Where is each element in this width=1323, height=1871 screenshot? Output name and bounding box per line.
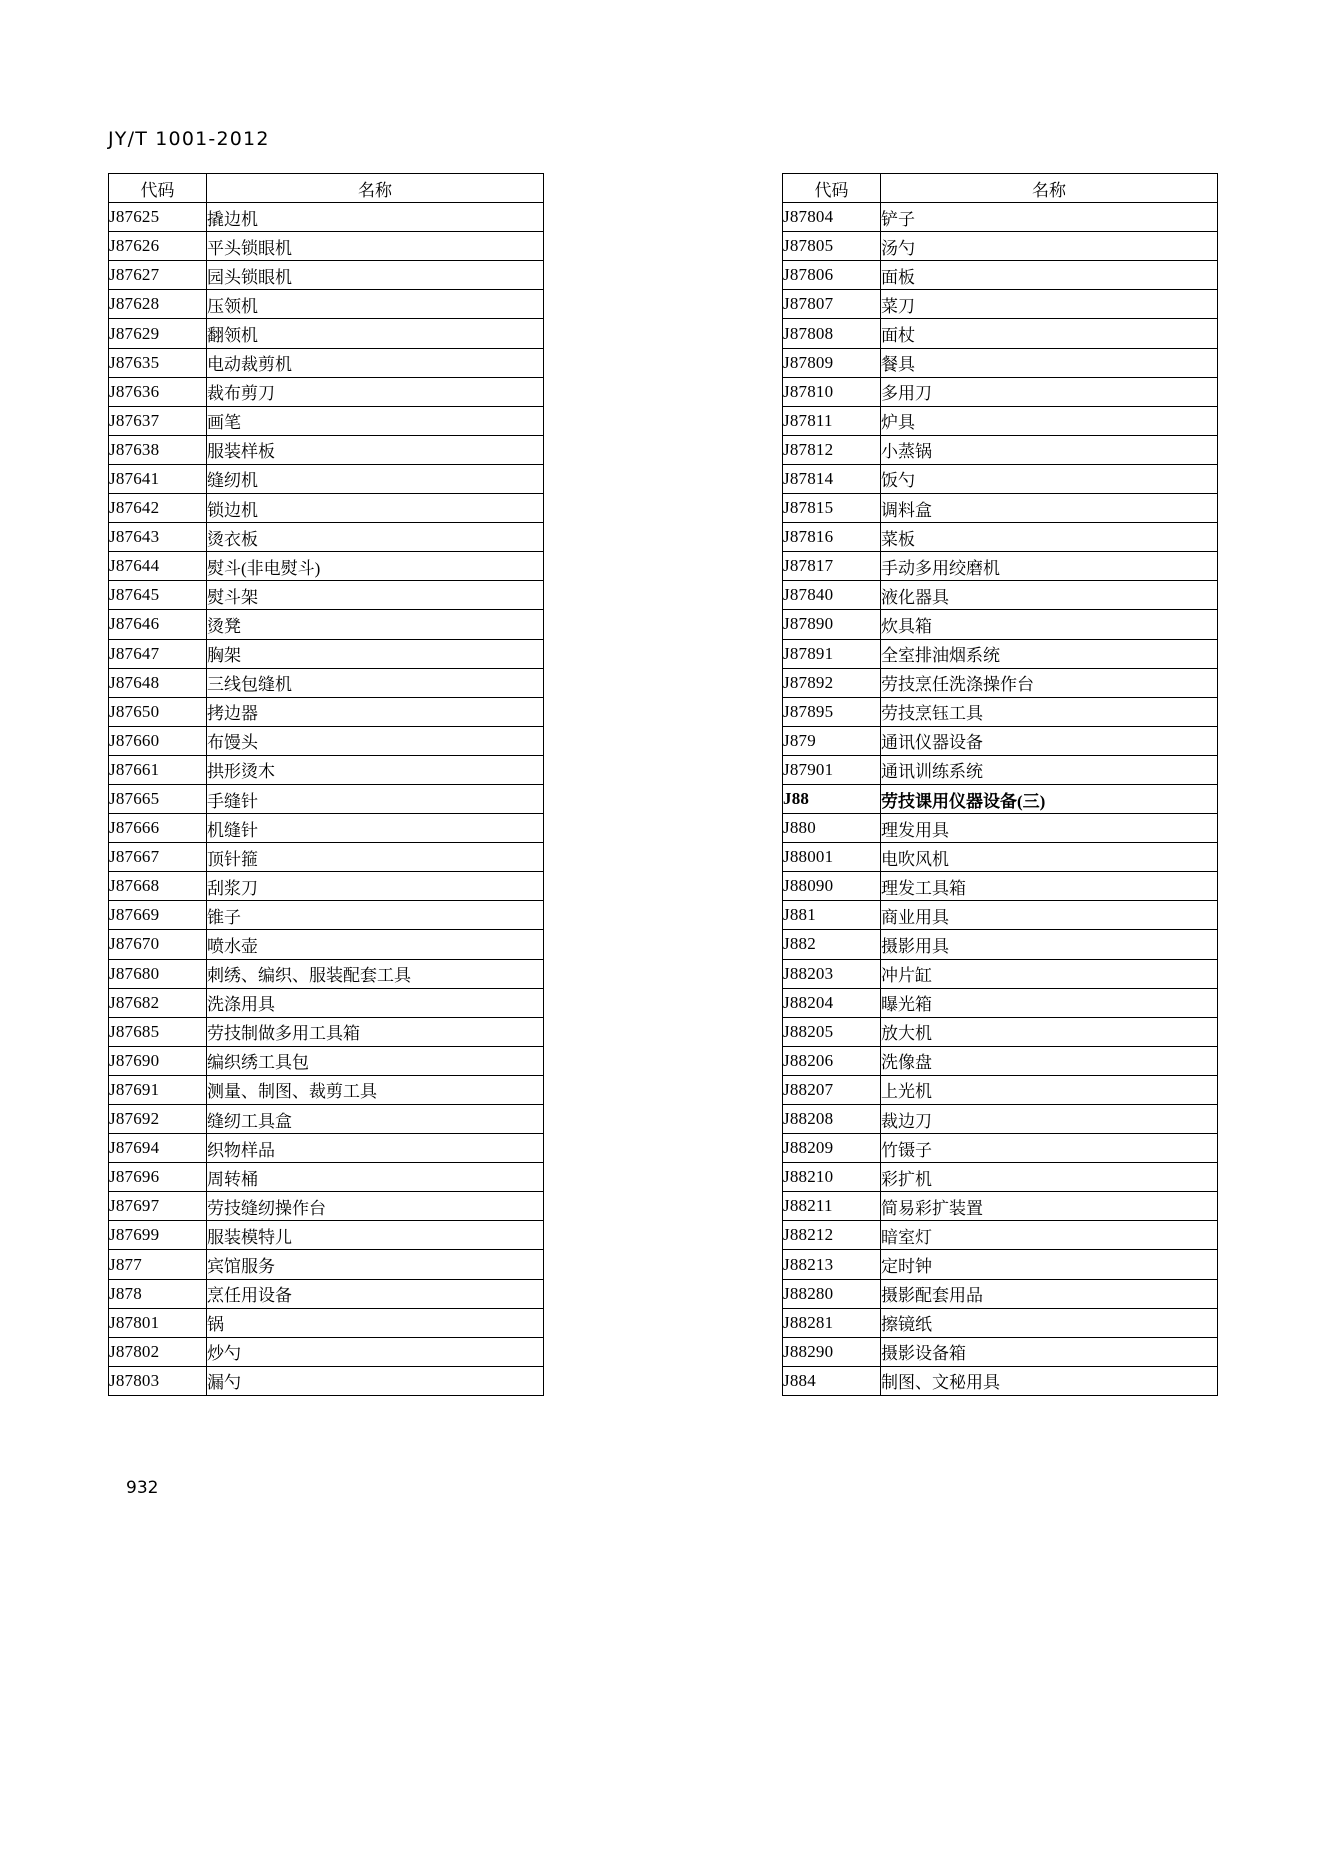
cell-name: 餐具 — [881, 348, 1218, 377]
table-row — [783, 697, 1218, 726]
cell-code: J87667 — [109, 843, 207, 872]
cell-code: J88203 — [783, 959, 881, 988]
cell-name: 喷水壶 — [207, 930, 544, 959]
cell-name: 服装样板 — [207, 435, 544, 464]
cell-name: 平头锁眼机 — [207, 232, 544, 261]
table-row — [783, 494, 1218, 523]
table-row — [783, 261, 1218, 290]
table-row — [783, 901, 1218, 930]
cell-code: J87840 — [783, 581, 881, 610]
cell-name: 上光机 — [881, 1075, 1218, 1104]
table-row — [783, 523, 1218, 552]
cell-name: 冲片缸 — [881, 959, 1218, 988]
cell-name: 炉具 — [881, 406, 1218, 435]
table-row — [109, 290, 544, 319]
cell-name: 测量、制图、裁剪工具 — [207, 1075, 544, 1104]
cell-code: J87814 — [783, 464, 881, 493]
cell-name: 手动多用绞磨机 — [881, 552, 1218, 581]
table-row — [783, 1192, 1218, 1221]
cell-name: 劳技缝纫操作台 — [207, 1192, 544, 1221]
cell-name: 放大机 — [881, 1017, 1218, 1046]
table-row — [783, 377, 1218, 406]
table-row — [109, 203, 544, 232]
cell-name: 摄影用具 — [881, 930, 1218, 959]
cell-name: 面杖 — [881, 319, 1218, 348]
cell-code: J87666 — [109, 814, 207, 843]
table-row — [783, 406, 1218, 435]
cell-name: 擦镜纸 — [881, 1308, 1218, 1337]
table-row — [109, 1192, 544, 1221]
cell-code: J88 — [783, 784, 881, 813]
table-header-row — [109, 174, 544, 203]
cell-name: 摄影设备箱 — [881, 1337, 1218, 1366]
cell-code: J88001 — [783, 843, 881, 872]
cell-name: 彩扩机 — [881, 1163, 1218, 1192]
table-row — [109, 610, 544, 639]
table-row — [783, 1250, 1218, 1279]
cell-code: J881 — [783, 901, 881, 930]
cell-code: J88281 — [783, 1308, 881, 1337]
table-row — [783, 988, 1218, 1017]
table-row — [783, 1046, 1218, 1075]
cell-name: 锁边机 — [207, 494, 544, 523]
table-row — [783, 1279, 1218, 1308]
table-row — [783, 1105, 1218, 1134]
cell-name: 熨斗(非电熨斗) — [207, 552, 544, 581]
cell-name: 制图、文秘用具 — [881, 1366, 1218, 1395]
column-header-name: 名称 — [207, 174, 544, 203]
table-row — [783, 319, 1218, 348]
cell-code: J87629 — [109, 319, 207, 348]
table-row — [783, 1366, 1218, 1395]
cell-code: J87810 — [783, 377, 881, 406]
cell-code: J87694 — [109, 1134, 207, 1163]
table-row — [109, 1308, 544, 1337]
cell-code: J87892 — [783, 668, 881, 697]
column-header-code: 代码 — [783, 174, 881, 203]
cell-code: J87665 — [109, 784, 207, 813]
cell-code: J88213 — [783, 1250, 881, 1279]
page-number: 932 — [126, 1478, 159, 1498]
cell-name: 汤勺 — [881, 232, 1218, 261]
cell-code: J88208 — [783, 1105, 881, 1134]
cell-name: 劳技制做多用工具箱 — [207, 1017, 544, 1046]
table-row — [109, 930, 544, 959]
cell-name: 压领机 — [207, 290, 544, 319]
table-row — [109, 464, 544, 493]
cell-name: 通讯训练系统 — [881, 755, 1218, 784]
table-row — [109, 988, 544, 1017]
cell-code: J87697 — [109, 1192, 207, 1221]
cell-name: 编织绣工具包 — [207, 1046, 544, 1075]
cell-code: J87641 — [109, 464, 207, 493]
cell-name: 顶针箍 — [207, 843, 544, 872]
cell-code: J87661 — [109, 755, 207, 784]
table-row — [783, 1163, 1218, 1192]
cell-name: 刮浆刀 — [207, 872, 544, 901]
cell-name: 机缝针 — [207, 814, 544, 843]
cell-name: 织物样品 — [207, 1134, 544, 1163]
table-row — [109, 1221, 544, 1250]
table-row — [109, 755, 544, 784]
cell-code: J87802 — [109, 1337, 207, 1366]
cell-code: J87647 — [109, 639, 207, 668]
cell-code: J87891 — [783, 639, 881, 668]
cell-code: J87816 — [783, 523, 881, 552]
table-row — [783, 1337, 1218, 1366]
cell-code: J87803 — [109, 1366, 207, 1395]
table-row — [109, 959, 544, 988]
cell-code: J88207 — [783, 1075, 881, 1104]
table-row — [109, 726, 544, 755]
cell-code: J87625 — [109, 203, 207, 232]
cell-code: J878 — [109, 1279, 207, 1308]
cell-code: J87637 — [109, 406, 207, 435]
cell-code: J87699 — [109, 1221, 207, 1250]
cell-name: 缝纫机 — [207, 464, 544, 493]
table-row — [783, 290, 1218, 319]
cell-name: 周转桶 — [207, 1163, 544, 1192]
cell-code: J884 — [783, 1366, 881, 1395]
cell-name: 劳技烹钰工具 — [881, 697, 1218, 726]
cell-code: J87643 — [109, 523, 207, 552]
cell-name: 通讯仪器设备 — [881, 726, 1218, 755]
table-row — [109, 697, 544, 726]
cell-name: 拱形烫木 — [207, 755, 544, 784]
cell-code: J88290 — [783, 1337, 881, 1366]
table-row — [783, 872, 1218, 901]
table-row — [109, 872, 544, 901]
cell-code: J87895 — [783, 697, 881, 726]
cell-code: J88209 — [783, 1134, 881, 1163]
cell-name: 劳技课用仪器设备(三) — [881, 784, 1218, 813]
cell-name: 铲子 — [881, 203, 1218, 232]
cell-code: J87638 — [109, 435, 207, 464]
cell-name: 竹镊子 — [881, 1134, 1218, 1163]
cell-code: J87670 — [109, 930, 207, 959]
cell-code: J87804 — [783, 203, 881, 232]
cell-name: 熨斗架 — [207, 581, 544, 610]
table-row — [109, 348, 544, 377]
cell-code: J87660 — [109, 726, 207, 755]
cell-name: 炊具箱 — [881, 610, 1218, 639]
cell-name: 商业用具 — [881, 901, 1218, 930]
table-row — [109, 1075, 544, 1104]
cell-code: J87628 — [109, 290, 207, 319]
table-row — [109, 784, 544, 813]
cell-code: J87685 — [109, 1017, 207, 1046]
cell-code: J877 — [109, 1250, 207, 1279]
table-row — [783, 610, 1218, 639]
cell-code: J87680 — [109, 959, 207, 988]
table-row — [783, 581, 1218, 610]
table-row — [109, 494, 544, 523]
cell-code: J87648 — [109, 668, 207, 697]
cell-code: J87809 — [783, 348, 881, 377]
cell-code: J87808 — [783, 319, 881, 348]
cell-code: J88211 — [783, 1192, 881, 1221]
cell-code: J88280 — [783, 1279, 881, 1308]
table-row — [783, 1308, 1218, 1337]
cell-code: J87669 — [109, 901, 207, 930]
cell-name: 烹任用设备 — [207, 1279, 544, 1308]
cell-name: 洗涤用具 — [207, 988, 544, 1017]
cell-name: 定时钟 — [881, 1250, 1218, 1279]
table-row — [109, 1046, 544, 1075]
cell-name: 液化器具 — [881, 581, 1218, 610]
cell-name: 小蒸锅 — [881, 435, 1218, 464]
cell-name: 炒勺 — [207, 1337, 544, 1366]
cell-name: 烫衣板 — [207, 523, 544, 552]
table-row — [783, 552, 1218, 581]
table-row — [109, 435, 544, 464]
cell-name: 面板 — [881, 261, 1218, 290]
cell-name: 锅 — [207, 1308, 544, 1337]
cell-name: 刺绣、编织、服装配套工具 — [207, 959, 544, 988]
table-header-row — [783, 174, 1218, 203]
cell-name: 锥子 — [207, 901, 544, 930]
cell-code: J87642 — [109, 494, 207, 523]
cell-code: J87805 — [783, 232, 881, 261]
table-row — [783, 1134, 1218, 1163]
table-row — [783, 1017, 1218, 1046]
right-code-table — [782, 173, 1218, 1396]
cell-code: J88206 — [783, 1046, 881, 1075]
cell-code: J87817 — [783, 552, 881, 581]
table-row — [783, 435, 1218, 464]
cell-code: J87815 — [783, 494, 881, 523]
tables-container — [108, 173, 1218, 1396]
table-row — [109, 232, 544, 261]
cell-code: J87696 — [109, 1163, 207, 1192]
cell-name: 电动裁剪机 — [207, 348, 544, 377]
table-row — [109, 552, 544, 581]
cell-name: 菜板 — [881, 523, 1218, 552]
page-header: JY/T 1001-2012 — [108, 128, 270, 150]
table-row — [783, 232, 1218, 261]
table-row — [783, 755, 1218, 784]
cell-name: 洗像盘 — [881, 1046, 1218, 1075]
column-header-name: 名称 — [881, 174, 1218, 203]
table-row — [109, 406, 544, 435]
cell-code: J87806 — [783, 261, 881, 290]
table-row — [783, 348, 1218, 377]
table-row — [783, 843, 1218, 872]
table-row — [109, 261, 544, 290]
cell-code: J87811 — [783, 406, 881, 435]
cell-code: J87807 — [783, 290, 881, 319]
table-row — [783, 464, 1218, 493]
cell-code: J87801 — [109, 1308, 207, 1337]
cell-name: 裁布剪刀 — [207, 377, 544, 406]
cell-code: J87627 — [109, 261, 207, 290]
cell-name: 拷边器 — [207, 697, 544, 726]
cell-name: 电吹风机 — [881, 843, 1218, 872]
table-row — [109, 1134, 544, 1163]
cell-code: J879 — [783, 726, 881, 755]
cell-code: J87812 — [783, 435, 881, 464]
table-row — [109, 319, 544, 348]
cell-code: J882 — [783, 930, 881, 959]
column-header-code: 代码 — [109, 174, 207, 203]
cell-code: J87890 — [783, 610, 881, 639]
left-code-table — [108, 173, 544, 1396]
table-row — [783, 784, 1218, 813]
table-row — [109, 639, 544, 668]
table-row — [109, 1337, 544, 1366]
cell-code: J87644 — [109, 552, 207, 581]
cell-name: 劳技烹任洗涤操作台 — [881, 668, 1218, 697]
cell-name: 宾馆服务 — [207, 1250, 544, 1279]
cell-name: 理发工具箱 — [881, 872, 1218, 901]
cell-name: 胸架 — [207, 639, 544, 668]
table-row — [783, 1221, 1218, 1250]
table-row — [783, 639, 1218, 668]
cell-name: 多用刀 — [881, 377, 1218, 406]
cell-name: 画笔 — [207, 406, 544, 435]
table-row — [783, 930, 1218, 959]
cell-code: J87646 — [109, 610, 207, 639]
cell-code: J87645 — [109, 581, 207, 610]
table-row — [109, 1279, 544, 1308]
cell-name: 烫凳 — [207, 610, 544, 639]
cell-name: 撬边机 — [207, 203, 544, 232]
table-row — [109, 1366, 544, 1395]
table-row — [109, 523, 544, 552]
cell-name: 调料盒 — [881, 494, 1218, 523]
table-row — [109, 1017, 544, 1046]
cell-code: J88204 — [783, 988, 881, 1017]
cell-code: J87636 — [109, 377, 207, 406]
table-row — [109, 843, 544, 872]
cell-name: 漏勺 — [207, 1366, 544, 1395]
cell-name: 暗室灯 — [881, 1221, 1218, 1250]
table-row — [109, 1105, 544, 1134]
cell-name: 菜刀 — [881, 290, 1218, 319]
cell-code: J88205 — [783, 1017, 881, 1046]
table-row — [783, 814, 1218, 843]
cell-name: 理发用具 — [881, 814, 1218, 843]
table-row — [783, 668, 1218, 697]
cell-name: 手缝针 — [207, 784, 544, 813]
table-row — [109, 901, 544, 930]
cell-code: J88210 — [783, 1163, 881, 1192]
cell-name: 裁边刀 — [881, 1105, 1218, 1134]
cell-code: J87650 — [109, 697, 207, 726]
table-row — [783, 959, 1218, 988]
cell-name: 三线包缝机 — [207, 668, 544, 697]
cell-code: J88090 — [783, 872, 881, 901]
cell-code: J87691 — [109, 1075, 207, 1104]
cell-code: J87668 — [109, 872, 207, 901]
cell-name: 园头锁眼机 — [207, 261, 544, 290]
cell-code: J87635 — [109, 348, 207, 377]
cell-name: 布馒头 — [207, 726, 544, 755]
table-row — [783, 726, 1218, 755]
cell-code: J88212 — [783, 1221, 881, 1250]
table-row — [783, 1075, 1218, 1104]
cell-name: 服装模特儿 — [207, 1221, 544, 1250]
cell-name: 曝光箱 — [881, 988, 1218, 1017]
cell-code: J880 — [783, 814, 881, 843]
table-row — [109, 377, 544, 406]
cell-code: J87682 — [109, 988, 207, 1017]
cell-code: J87626 — [109, 232, 207, 261]
table-row — [109, 581, 544, 610]
cell-code: J87901 — [783, 755, 881, 784]
cell-code: J87690 — [109, 1046, 207, 1075]
table-row — [109, 1163, 544, 1192]
table-row — [783, 203, 1218, 232]
cell-name: 摄影配套用品 — [881, 1279, 1218, 1308]
cell-name: 翻领机 — [207, 319, 544, 348]
table-row — [109, 814, 544, 843]
table-row — [109, 1250, 544, 1279]
cell-code: J87692 — [109, 1105, 207, 1134]
cell-name: 简易彩扩装置 — [881, 1192, 1218, 1221]
cell-name: 全室排油烟系统 — [881, 639, 1218, 668]
cell-name: 缝纫工具盒 — [207, 1105, 544, 1134]
cell-name: 饭勺 — [881, 464, 1218, 493]
table-row — [109, 668, 544, 697]
